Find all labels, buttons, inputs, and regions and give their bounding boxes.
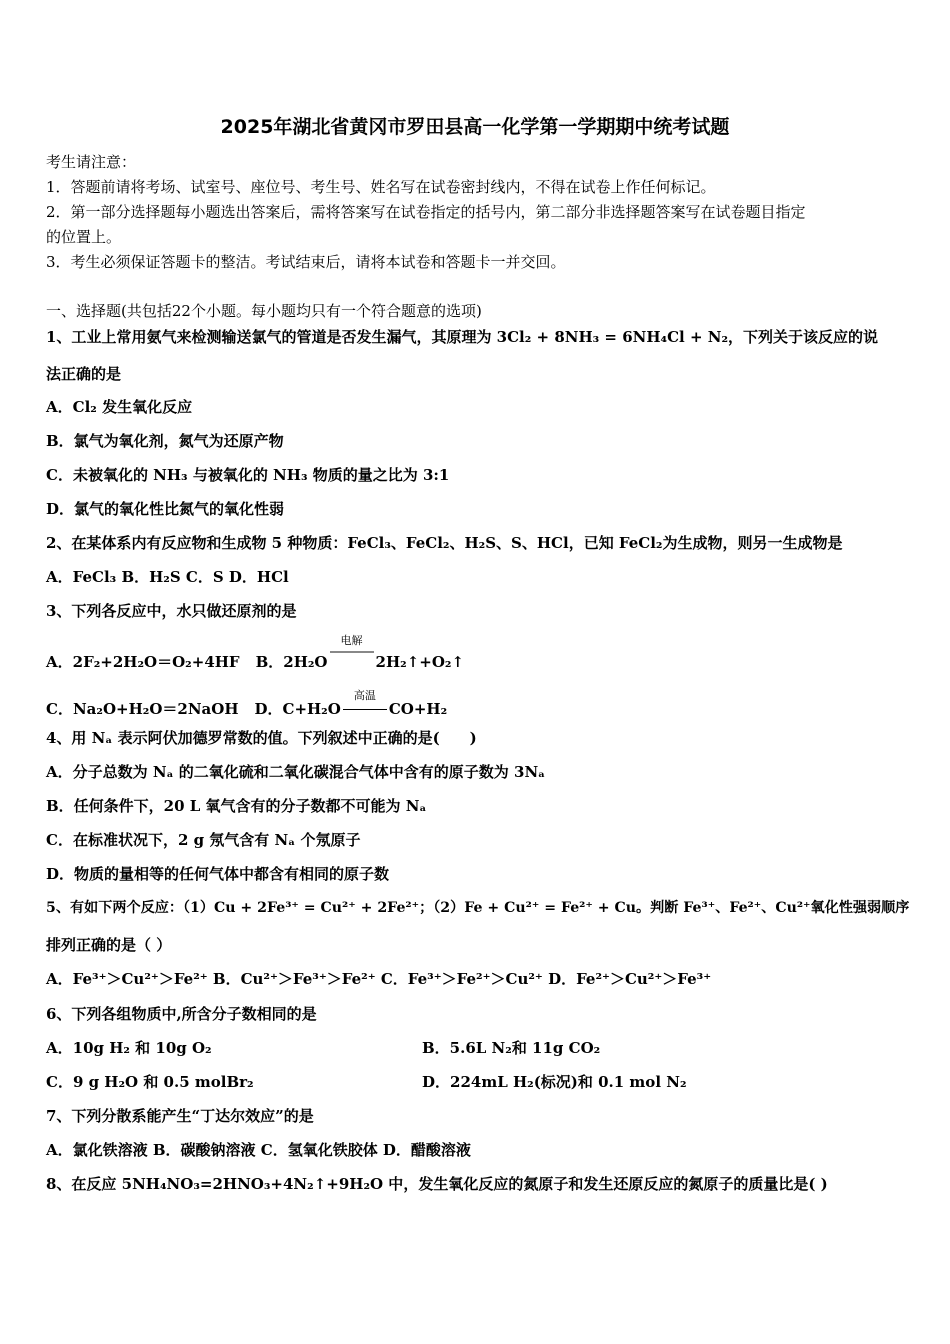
question-3-stem: 3、下列各反应中，水只做还原剂的是: [46, 602, 297, 620]
notice-item: 3．考生必须保证答题卡的整洁。考试结束后，请将本试卷和答题卡一并交回。: [46, 253, 566, 271]
question-4-option-a: A．分子总数为 Nₐ 的二氧化硫和二氧化碳混合气体中含有的原子数为 3Nₐ: [46, 763, 546, 781]
question-6-option-a: A．10g H₂ 和 10g O₂: [46, 1039, 212, 1057]
question-3-option-d-products: CO+H₂: [388, 700, 448, 718]
question-6-option-d: D．224mL H₂(标况)和 0.1 mol N₂: [422, 1073, 687, 1091]
question-6-option-c: C．9 g H₂O 和 0.5 molBr₂: [46, 1073, 254, 1091]
high-temp-arrow: 高温: [343, 694, 387, 714]
notice-item: 的位置上。: [46, 228, 122, 246]
question-7-options: A．氯化铁溶液 B．碳酸钠溶液 C．氢氧化铁胶体 D．醋酸溶液: [46, 1141, 471, 1159]
question-2-options: A．FeCl₃ B．H₂S C．S D．HCl: [46, 568, 289, 586]
electrolysis-arrow: 电解: [330, 647, 374, 667]
question-1-option-a: A．Cl₂ 发生氧化反应: [46, 398, 193, 416]
question-6-options-cd: [46, 1072, 687, 1092]
question-5-options: A．Fe³⁺＞Cu²⁺＞Fe²⁺ B．Cu²⁺＞Fe³⁺＞Fe²⁺ C．Fe³⁺＞Fe²⁺＞Cu²⁺ D．Fe²⁺＞Cu²⁺＞Fe³⁺: [46, 970, 712, 988]
question-4-stem: 4、用 Nₐ 表示阿伏加德罗常数的值。下列叙述中正确的是( ): [46, 729, 477, 747]
notice-item: 1．答题前请将考场、试室号、座位号、考生号、姓名写在试卷密封线内，不得在试卷上作任何标记。: [46, 178, 716, 196]
question-4-option-b: B．任何条件下，20 L 氧气含有的分子数都不可能为 Nₐ: [46, 797, 427, 815]
question-3-options-cd: [46, 689, 448, 719]
section-heading: 一、选择题(共包括22个小题。每小题均只有一个符合题意的选项): [46, 302, 482, 320]
notice-heading: 考生请注意：: [46, 153, 137, 171]
page-title: 2025年湖北省黄冈市罗田县高一化学第一学期期中统考试题: [220, 116, 730, 138]
question-3-option-a: A．2F₂+2H₂O＝O₂+4HF: [46, 653, 240, 671]
question-1-stem-cont: 法正确的是: [46, 365, 122, 383]
question-4-option-d: D．物质的量相等的任何气体中都含有相同的原子数: [46, 865, 390, 883]
question-3-option-d: D．C+H₂O: [254, 700, 341, 718]
question-6-options-ab: [46, 1038, 601, 1058]
question-3-options-ab: [46, 634, 465, 672]
question-2-stem: 2、在某体系内有反应物和生成物 5 种物质：FeCl₃、FeCl₂、H₂S、S、HCl，已知 FeCl₂为生成物，则另一生成物是: [46, 534, 843, 552]
question-3-option-b-products: 2H₂↑+O₂↑: [375, 653, 465, 671]
question-1-option-d: D．氯气的氧化性比氮气的氧化性弱: [46, 500, 285, 518]
question-8-stem: 8、在反应 5NH₄NO₃=2HNO₃+4N₂↑+9H₂O 中，发生氧化反应的氮原子和发生还原反应的氮原子的质量比是( ): [46, 1175, 828, 1193]
question-5-stem: 5、有如下两个反应：（1）Cu + 2Fe³⁺ = Cu²⁺ + 2Fe²⁺；（2）Fe + Cu²⁺ = Fe²⁺ + Cu。判断 Fe³⁺、Fe²⁺、Cu²⁺氧化性强弱顺序: [46, 900, 910, 916]
question-6-option-b: B．5.6L N₂和 11g CO₂: [422, 1039, 601, 1057]
notice-item: 2．第一部分选择题每小题选出答案后，需将答案写在试卷指定的括号内，第二部分非选择题答案写在试卷题目指定: [46, 203, 806, 221]
question-3-option-b: B．2H₂O: [255, 653, 328, 671]
question-3-option-c: C．Na₂O+H₂O＝2NaOH: [46, 700, 239, 718]
question-4-option-c: C．在标准状况下，2 g 氖气含有 Nₐ 个氖原子: [46, 831, 361, 849]
question-1-option-b: B．氯气为氧化剂，氮气为还原产物: [46, 432, 284, 450]
question-1-stem: 1、工业上常用氨气来检测输送氯气的管道是否发生漏气，其原理为 3Cl₂ + 8NH₃ = 6NH₄Cl + N₂，下列关于该反应的说: [46, 328, 879, 346]
question-7-stem: 7、下列分散系能产生“丁达尔效应”的是: [46, 1107, 314, 1125]
question-5-stem-cont: 排列正确的是（ ）: [46, 936, 172, 954]
question-6-stem: 6、下列各组物质中,所含分子数相同的是: [46, 1005, 317, 1023]
question-1-option-c: C．未被氧化的 NH₃ 与被氧化的 NH₃ 物质的量之比为 3:1: [46, 466, 450, 484]
